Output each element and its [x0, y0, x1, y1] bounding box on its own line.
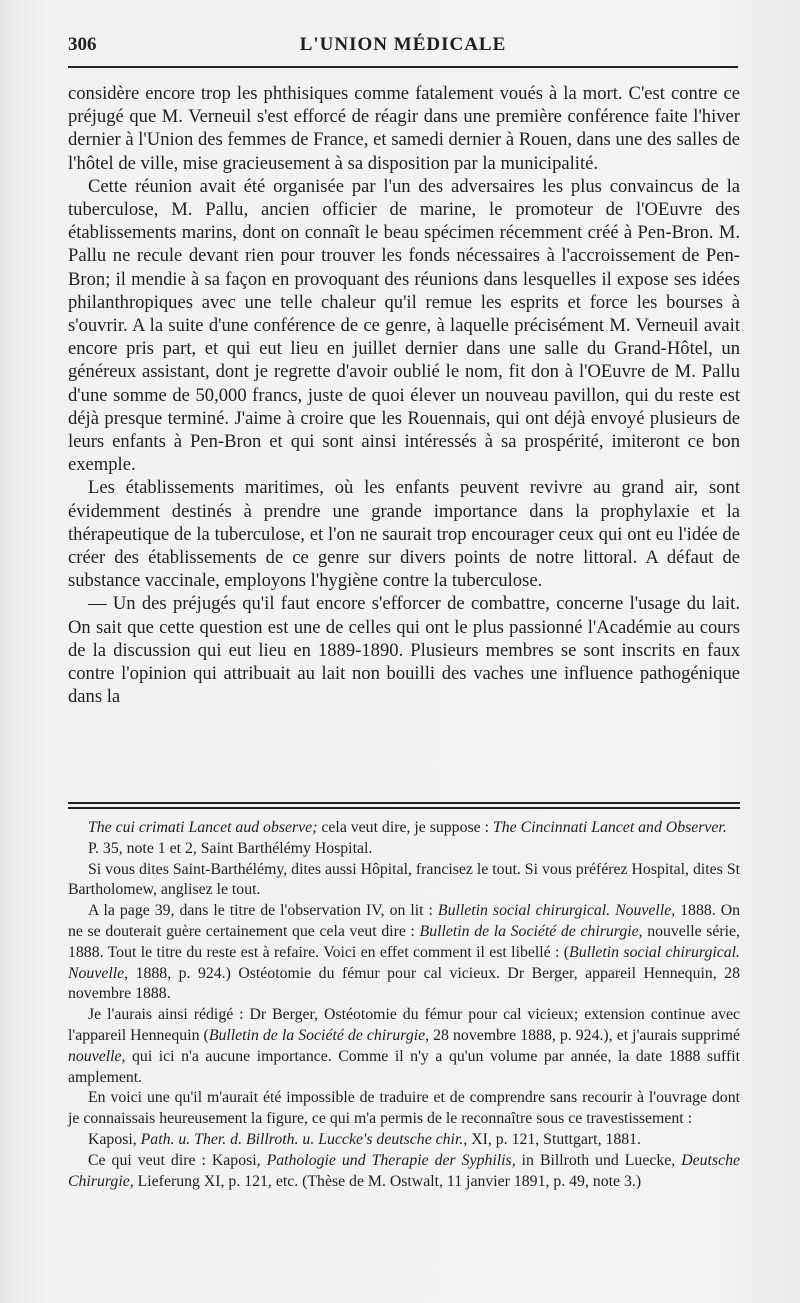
paragraph: considère encore trop les phthisiques comme fatalement voués à la mort. C'est contre ce préjugé que M. Verneuil s'est efforcé de réagir dans une première conférence faite l'hiver dernier à l'Union des femmes de France, et samedi dernier à Rouen, dans une des salles de l'hôtel de ville, mise gracieusement à sa disposition par la municipalité. — [68, 83, 740, 174]
page-header — [68, 34, 738, 62]
feuilleton-paragraph: Si vous dites Saint-Barthélémy, dites aussi Hôpital, francisez le tout. Si vous préférez Hospital, dites St Bartholomew, anglisez le tout. — [68, 860, 740, 899]
main-article — [68, 82, 740, 708]
italic-text: Bulletin social chirurgical. Nouvelle, — [68, 943, 740, 982]
italic-text: The Cincinnati Lancet and Observer. — [492, 819, 727, 836]
text: Ce qui veut dire : Kaposi, — [88, 1151, 267, 1169]
paragraph: Les établissements maritimes, où les enfants peuvent revivre au grand air, sont évidemment destinés à prendre une grande importance dans la prophylaxie et la thérapeutique de la tuberculose, et l'on ne saurait trop encourager ceux qui ont eu l'idée de créer des établissements de ce genre sur divers points de notre littoral. A défaut de substance vaccinale, employons l'hygiène contre la tuberculose. — [68, 477, 740, 592]
feuilleton-paragraph — [68, 1151, 740, 1193]
text: 1888. On ne se douterait guère certainement que cela veut dire : — [68, 902, 740, 940]
italic-text: Pathologie und Therapie der Syphilis, — [266, 1151, 516, 1169]
feuilleton-paragraph: En voici une qu'il m'aurait été impossible de traduire et de comprendre sans recourir à l'ouvrage dont je connaissais heureusement la figure, ce qui m'a permis de le reconnaître sous ce travestissement : — [68, 1089, 740, 1128]
italic-text: Bulletin de la Société de chirurgie, — [208, 1026, 430, 1044]
italic-text: Bulletin de la Société de chirurgie, — [419, 922, 643, 940]
text: 1888, p. 924.) Ostéotomie du fémur pour cal vicieux. Dr Berger, appareil Hennequin, 28 novembre 1888. — [68, 964, 740, 1003]
paragraph: — Un des préjugés qu'il faut encore s'efforcer de combattre, concerne l'usage du lait. On sait que cette question est une de celles qui ont le plus passionné l'Académie au cours de la discussion qui eut lieu en 1889-1890. Plusieurs membres se sont inscrits en faux contre l'opinion qui attribuait au lait non bouilli des vaches une influence pathogénique dans la — [68, 593, 740, 708]
feuilleton-paragraph: P. 35, note 1 et 2, Saint Barthélémy Hospital. — [88, 839, 373, 857]
feuilleton-paragraph — [68, 901, 740, 1005]
running-title: L'UNION MÉDICALE — [299, 34, 507, 55]
feuilleton-separator — [68, 802, 740, 809]
italic-text: Bulletin social chirurgical. Nouvelle, — [437, 902, 676, 920]
text: qui ici n'a aucune importance. Comme il n'y a qu'un volume par année, la date 1888 suffit amplement. — [68, 1047, 740, 1086]
text: A la page 39, dans le titre de l'observation IV, on lit : — [88, 902, 438, 920]
text: cela veut dire, je suppose : — [317, 819, 493, 836]
italic-text: nouvelle, — [68, 1047, 126, 1065]
text: nouvelle série, 1888. Tout le titre du reste est à refaire. Voici en effet comment il est libellé : ( — [68, 922, 741, 961]
text: in Billroth und Luecke, — [515, 1151, 682, 1169]
header-rule — [68, 66, 738, 68]
italic-text: Deutsche Chirurgie, — [68, 1151, 740, 1190]
feuilleton-paragraph — [68, 1005, 740, 1088]
text: Je l'aurais ainsi rédigé : Dr Berger, Ostéotomie du fémur pour cal vicieux; extension continue avec l'appareil Hennequin ( — [68, 1006, 740, 1044]
paragraph: Cette réunion avait été organisée par l'un des adversaires les plus convaincus de la tuberculose, M. Pallu, ancien officier de marine, le promoteur de l'OEuvre des établissements marins, dont on connaît le beau spécimen récemment créé à Pen-Bron. M. Pallu ne recule devant rien pour trouver les fonds nécessaires à l'accroissement de Pen-Bron; il mendie à sa façon en provoquant des réunions dans lesquelles il expose ses idées philanthropiques avec une telle chaleur qu'il remue les esprits et force les bourses à s'ouvrir. A la suite d'une conférence de ce genre, à laquelle précisément M. Verneuil avait encore pris part, et qui eut lieu en juillet dernier dans une salle du Grand-Hôtel, un généreux assistant, dont je regrette d'avoir oublié le nom, fit don à l'OEuvre de M. Pallu d'une somme de 50,000 francs, juste de quoi élever un nouveau pavillon, qui du reste est déjà presque terminé. J'aime à croire que les Rouennais, qui ont déjà envoyé plusieurs de leurs enfants à Pen-Bron et qui sont ainsi intéressés à sa prospérité, imiteront ce bon exemple. — [68, 175, 740, 476]
feuilleton-paragraph — [68, 818, 740, 839]
text: XI, p. 121, Stuttgart, 1881. — [467, 1130, 642, 1148]
feuilleton-section — [68, 818, 740, 1192]
text: Lieferung XI, p. 121, etc. (Thèse de M. Ostwalt, 11 janvier 1891, p. 49, note 3.) — [133, 1172, 642, 1190]
italic-text: The cui crimati Lancet aud observe; — [88, 819, 318, 836]
italic-text: Path. u. Ther. d. Billroth. u. Luccke's deutsche chir., — [140, 1130, 468, 1148]
text: Kaposi, — [88, 1130, 141, 1148]
page-number: 306 — [68, 34, 97, 55]
feuilleton-paragraph — [68, 1130, 740, 1151]
text: 28 novembre 1888, p. 924.), et j'aurais supprimé — [429, 1026, 740, 1044]
